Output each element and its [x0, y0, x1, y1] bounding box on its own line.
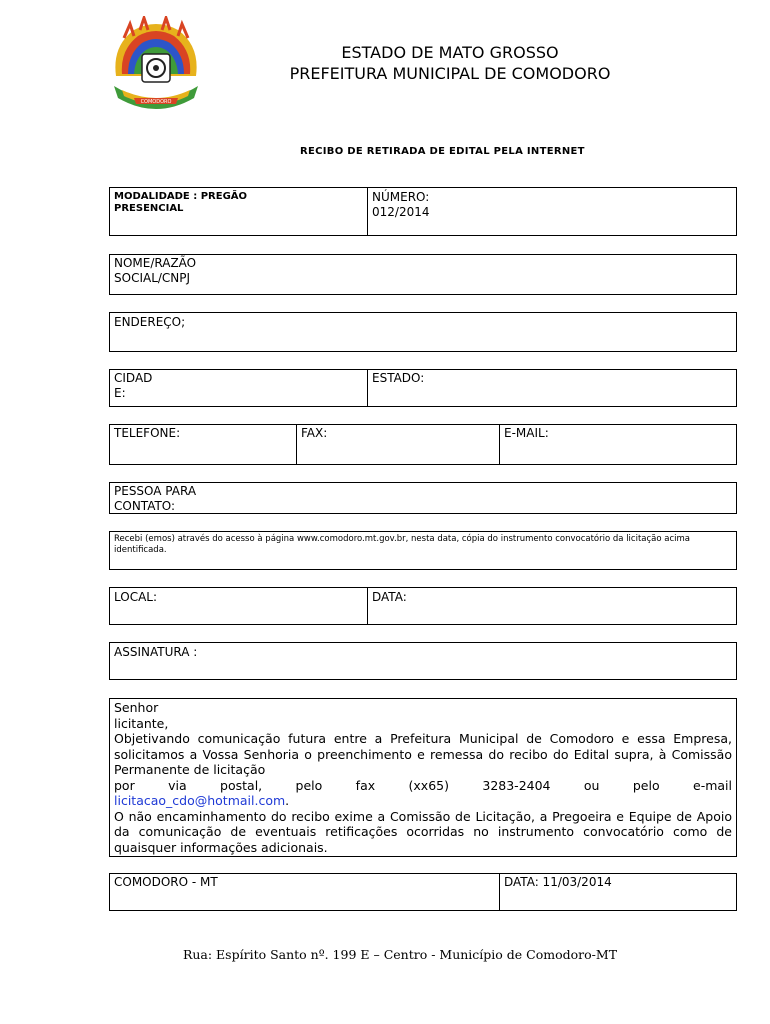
data-field[interactable]	[367, 588, 736, 624]
closing-date: DATA: 11/03/2014	[504, 875, 612, 889]
numero-value: 012/2014	[372, 205, 430, 219]
telefone-field[interactable]	[110, 425, 296, 464]
estado-field[interactable]	[367, 370, 736, 406]
pessoa-row[interactable]	[109, 482, 737, 514]
closing-row	[109, 873, 737, 911]
numero-cell	[367, 188, 736, 235]
cidade-field[interactable]	[110, 370, 367, 406]
document-title: RECIBO DE RETIRADA DE EDITAL PELA INTERNET	[300, 146, 585, 157]
numero-label: NÚMERO:	[372, 190, 430, 204]
notice-email-link[interactable]: licitacao_cdo@hotmail.com	[114, 793, 286, 808]
fax-label: FAX:	[301, 426, 328, 440]
header-prefecture: PREFEITURA MUNICIPAL DE COMODORO	[289, 64, 611, 83]
closing-place-cell	[110, 874, 499, 910]
recebi-row	[109, 531, 737, 570]
closing-place: COMODORO - MT	[114, 875, 218, 889]
estado-label: ESTADO:	[372, 371, 425, 385]
recebi-text: Recebi (emos) através do acesso à página www.comodoro.mt.gov.br, nesta data, cópia do instrumento convocatório da licitação acima identificada.	[114, 534, 691, 555]
cidade-estado-row	[109, 369, 737, 407]
assinatura-label: ASSINATURA :	[114, 645, 198, 659]
footer-address: Rua: Espírito Santo nº. 199 E – Centro - Município de Comodoro-MT	[182, 947, 618, 962]
assinatura-row[interactable]	[109, 642, 737, 680]
notice-contact-line: por via postal, pelo fax (xx65) 3283-2404 ou pelo e-mail	[114, 777, 732, 793]
email-field[interactable]	[499, 425, 736, 464]
local-label: LOCAL:	[114, 590, 158, 604]
endereco-label: ENDEREÇO;	[114, 315, 186, 329]
header-state: ESTADO DE MATO GROSSO	[341, 43, 559, 62]
logo-banner-text: COMODORO	[140, 99, 172, 105]
local-field[interactable]	[110, 588, 367, 624]
fax-field[interactable]	[296, 425, 499, 464]
notice-paragraph-2: O não encaminhamento do recibo exime a Comissão de Licitação, a Pregoeira e Equipe de Apoio da comunicação de eventuais retificações ocorridas no instrumento convocatório como de quaisquer informações adicionais.	[114, 808, 732, 855]
telefone-label: TELEFONE:	[114, 426, 181, 440]
modalidade-label: MODALIDADE : PREGÃO PRESENCIAL	[114, 191, 248, 214]
nome-label: NOME/RAZÃO SOCIAL/CNPJ	[114, 256, 197, 285]
pessoa-label: PESSOA PARA CONTATO:	[114, 484, 197, 513]
notice-greeting-1: Senhor	[114, 700, 159, 715]
notice-paragraph-1: Objetivando comunicação futura entre a Prefeitura Municipal de Comodoro e essa Empresa, solicitamos a Vossa Senhoria o preenchimento e remessa do recibo do Edital supra, à Comissão Permanente de licitação	[114, 731, 732, 777]
email-label: E-MAIL:	[504, 426, 549, 440]
coat-of-arms-logo	[104, 16, 208, 120]
nome-row[interactable]	[109, 254, 737, 295]
modalidade-row	[109, 187, 737, 236]
closing-date-cell	[499, 874, 736, 910]
cidade-label: CIDAD E:	[114, 371, 153, 400]
endereco-row[interactable]	[109, 312, 737, 352]
notice-box: Senhor licitante, Objetivando comunicação futura entre a Prefeitura Municipal de Comodoro e essa Empresa, solicitamos a Vossa Senhoria o preenchimento e remessa do recibo do Edital supra, à Comissão Permanente de licitação por via postal, pelo fax (xx65) 3283-2404 ou pelo e-mail licitacao_cdo@hotmail.com. O não encaminhamento do recibo exime a Comissão de Licitação, a Pregoeira e Equipe de Apoio da comunicação de eventuais retificações ocorridas no instrumento convocatório como de quaisquer informações adicionais.	[109, 698, 737, 857]
data-label: DATA:	[372, 590, 407, 604]
notice-greeting-2: licitante,	[114, 715, 169, 731]
local-data-row	[109, 587, 737, 625]
contact-row	[109, 424, 737, 465]
